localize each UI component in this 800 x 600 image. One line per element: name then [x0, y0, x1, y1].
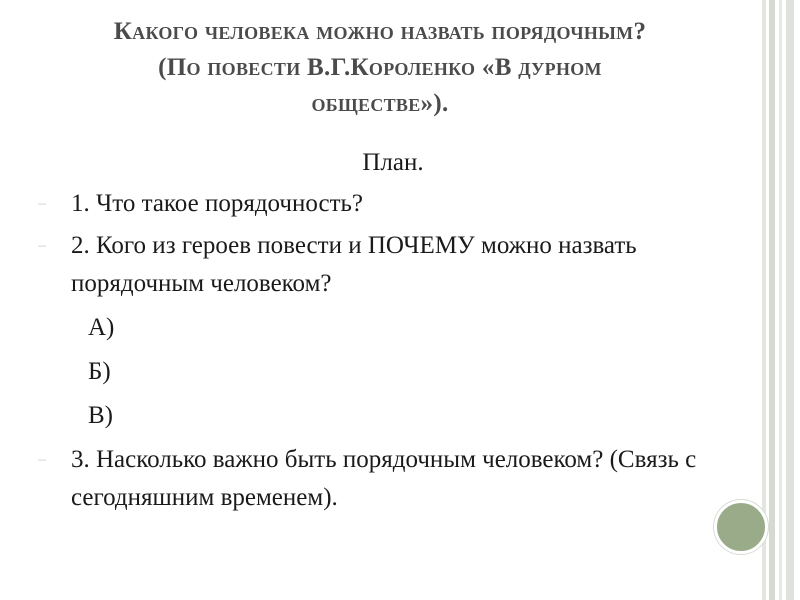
plan-heading: План.	[362, 149, 424, 176]
decorative-bar	[786, 0, 794, 600]
title-line: Какого человека можно назвать порядочным?	[113, 18, 647, 45]
list-item-text: 1. Что такое порядочность?	[71, 190, 363, 217]
list-item	[38, 441, 728, 517]
list-item-text: 3. Насколько важно быть порядочным человеком? (Связь с сегодняшним временем).	[71, 446, 697, 511]
title-line: обществе»).	[311, 90, 449, 117]
bullet-icon: ‒	[38, 237, 46, 254]
sub-item: В)	[88, 402, 113, 429]
bullet-icon: ‒	[38, 451, 46, 468]
decorative-bar	[779, 0, 782, 600]
list-item-text: 2. Кого из героев повести и ПОЧЕМУ можно назвать порядочным человеком?	[71, 232, 637, 297]
sub-item: А)	[88, 314, 115, 341]
title-line: (По повести В.Г.Короленко «В дурном	[158, 54, 602, 81]
slide-body	[38, 144, 728, 521]
list-item	[38, 227, 728, 303]
sub-item: Б)	[88, 358, 111, 385]
bullet-icon: ‒	[38, 195, 46, 212]
list-item	[38, 185, 728, 223]
slide-title	[20, 14, 740, 122]
decorative-bar	[769, 0, 775, 600]
